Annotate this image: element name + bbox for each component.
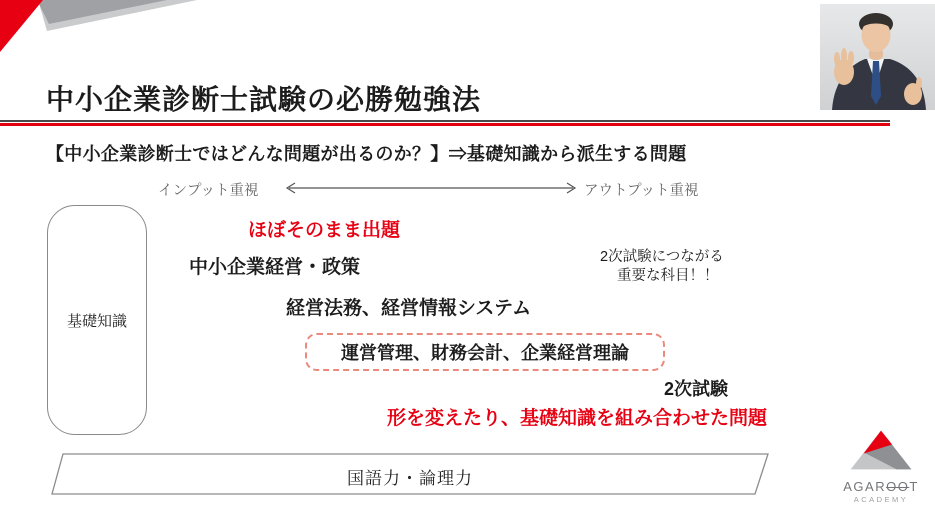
logo-wordmark xyxy=(832,479,930,494)
agaroot-logo xyxy=(832,427,930,504)
side-note-line2: 重要な科目！！ xyxy=(617,268,719,284)
logo-part2-strikethrough: OO xyxy=(886,479,910,494)
double-arrow-icon xyxy=(283,181,579,195)
subject-sme-policy: 中小企業経営・政策 xyxy=(189,257,361,278)
side-note-second-exam xyxy=(600,248,724,286)
second-exam-label: 2次試験 xyxy=(664,379,729,399)
agaroot-triangle-icon xyxy=(836,427,926,473)
subject-law-it: 経営法務、経営情報システム xyxy=(286,298,532,319)
axis-label-output: アウトプット重視 xyxy=(584,183,699,199)
presenter-webcam-video xyxy=(820,4,935,110)
dashed-subjects-label: 運営管理、財務会計、企業経営理論 xyxy=(341,343,629,363)
logo-academy-label: ACADEMY xyxy=(853,495,909,504)
note-transformed-questions: 形を変えたり、基礎知識を組み合わせた問題 xyxy=(387,408,768,429)
slide-title: 中小企業診断士試験の必勝勉強法 xyxy=(46,84,482,115)
dashed-subjects-box xyxy=(305,333,665,371)
base-knowledge-label: 基礎知識 xyxy=(66,312,127,330)
base-knowledge-box xyxy=(47,205,147,435)
title-underline-shadow xyxy=(0,120,890,122)
foundation-bar-label: 国語力・論理力 xyxy=(347,469,473,488)
note-almost-as-is: ほぼそのまま出題 xyxy=(248,220,401,241)
side-note-line1: 2次試験につながる xyxy=(600,249,724,265)
title-underline xyxy=(0,123,890,126)
logo-part1: AGAR xyxy=(843,479,887,494)
presenter-illustration xyxy=(820,4,935,110)
slide-question: 【中小企業診断士ではどんな問題が出るのか？】⇒基礎知識から派生する問題 xyxy=(46,144,687,164)
logo-part3: T xyxy=(909,479,919,494)
axis-label-input: インプット重視 xyxy=(158,183,259,199)
corner-ribbon-decoration xyxy=(0,0,210,56)
